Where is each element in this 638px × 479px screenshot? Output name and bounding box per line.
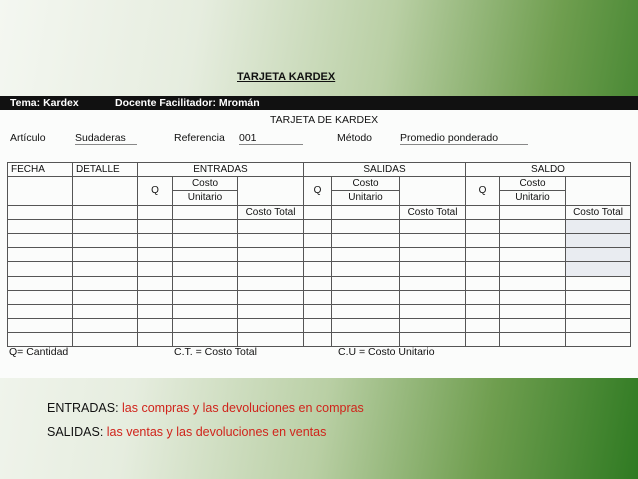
referencia-value: 001 [239, 132, 303, 145]
table-row [8, 233, 631, 247]
referencia-label: Referencia [174, 132, 225, 144]
note-salidas: SALIDAS: las ventas y las devoluciones en ventas [47, 425, 327, 439]
saldo-costo: Costo [500, 177, 566, 191]
salidas-costo: Costo [332, 177, 400, 191]
kardex-table [7, 162, 631, 347]
col-saldo: SALDO [466, 163, 631, 177]
col-fecha: FECHA [8, 163, 73, 177]
docente-label: Docente Facilitador: Mromán [115, 97, 260, 109]
kardex-card [0, 110, 638, 378]
entradas-unitario: Unitario [173, 191, 238, 205]
table-row [8, 262, 631, 276]
salidas-costo-total: Costo Total [400, 205, 466, 219]
note-salidas-label: SALIDAS [47, 425, 100, 439]
entradas-costo-total: Costo Total [238, 205, 304, 219]
metodo-label: Método [337, 132, 373, 144]
note-entradas-label: ENTRADAS [47, 401, 116, 415]
table-subheader-row-3 [8, 205, 631, 219]
metodo-value: Promedio ponderado [400, 132, 528, 145]
legend-q: Q= Cantidad [9, 346, 69, 358]
col-salidas: SALIDAS [304, 163, 466, 177]
table-row [8, 319, 631, 333]
header-band [0, 96, 638, 110]
table-row [8, 333, 631, 347]
col-detalle: DETALLE [73, 163, 138, 177]
note-salidas-text: las ventas y las devoluciones en ventas [106, 425, 327, 439]
table-row [8, 248, 631, 262]
col-entradas: ENTRADAS [138, 163, 304, 177]
entradas-q: Q [138, 177, 173, 205]
card-title: TARJETA DE KARDEX [270, 114, 379, 126]
salidas-unitario: Unitario [332, 191, 400, 205]
salidas-q: Q [304, 177, 332, 205]
table-subheader-row [8, 177, 631, 191]
note-entradas: ENTRADAS: las compras y las devoluciones en compras [47, 401, 364, 415]
note-entradas-text: las compras y las devoluciones en compras [122, 401, 364, 415]
table-row [8, 304, 631, 318]
slide-title: TARJETA KARDEX [237, 71, 336, 83]
articulo-value: Sudaderas [75, 132, 137, 145]
saldo-unitario: Unitario [500, 191, 566, 205]
tema-label: Tema: Kardex [10, 97, 79, 109]
table-row [8, 290, 631, 304]
articulo-label: Artículo [10, 132, 46, 144]
entradas-costo: Costo [173, 177, 238, 191]
table-row [8, 219, 631, 233]
saldo-costo-total: Costo Total [566, 205, 631, 219]
table-header-row [8, 163, 631, 177]
table-row [8, 276, 631, 290]
legend-ct: C.T. = Costo Total [174, 346, 257, 358]
legend-cu: C.U = Costo Unitario [338, 346, 435, 358]
saldo-q: Q [466, 177, 500, 205]
